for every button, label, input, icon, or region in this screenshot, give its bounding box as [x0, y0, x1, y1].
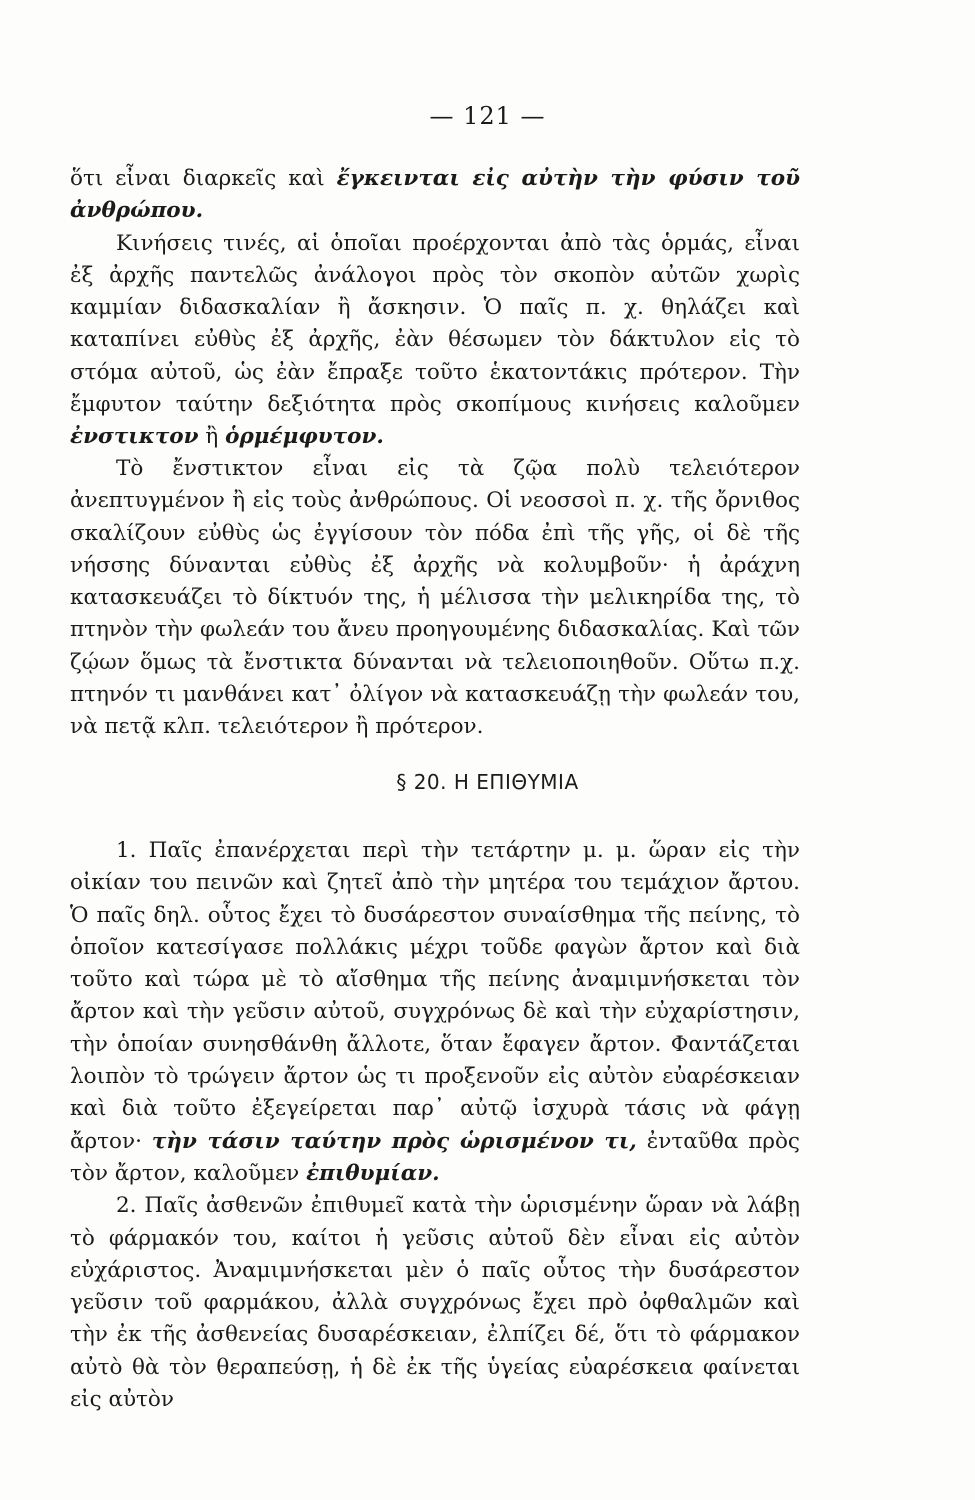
- paragraph-text: Κινήσεις τινές, αἱ ὁποῖαι προέρχονται ἀπὸ τὰς ὁρμάς, εἶναι ἐξ ἀρχῆς παντελῶς ἀνάλογοι πρὸς τὸν σκοπὸν αὐτῶν χωρὶς καμμίαν διδασκαλίαν ἢ ἄσκησιν. Ὁ παῖς π. χ. θηλάζει καὶ καταπίνει εὐθὺς ἐξ ἀρχῆς, ἐὰν θέσωμεν τὸν δάκτυλον εἰς τὸ στόμα αὐτοῦ, ὡς ἐὰν ἔπραξε τοῦτο ἑκατοντάκις πρότερον. Τὴν ἔμφυτον ταύτην δεξιότητα πρὸς σκοπίμους κινήσεις καλοῦμεν: [70, 230, 800, 418]
- page-number: — 121 —: [429, 102, 546, 130]
- paragraph-text: 1. Παῖς ἐπανέρχεται περὶ τὴν τετάρτην μ. μ. ὥραν εἰς τὴν οἰκίαν του πεινῶν καὶ ζητεῖ ἀπὸ τὴν μητέρα του τεμάχιον ἄρτου. Ὁ παῖς δηλ. οὗτος ἔχει τὸ δυσάρεστον συναίσθημα τῆς πείνης, τὸ ὁποῖον κατεσίγασε πολλάκις μέχρι τοῦδε φαγὼν ἄρτον καὶ διὰ τοῦτο καὶ τώρα μὲ τὸ αἴσθημα τῆς πείνης ἀναμιμνήσκεται τὸν ἄρτον καὶ τὴν γεῦσιν αὐτοῦ, συγχρόνως δὲ καὶ τὴν εὐχαρίστησιν, τὴν ὁποίαν συνησθάνθη ἄλλοτε, ὅταν ἔφαγεν ἄρτον. Φαντάζεται λοιπὸν τὸ τρώγειν ἄρτον ὡς τι προξενοῦν εἰς αὐτὸν εὐαρέσκειαν καὶ διὰ τοῦτο ἐξεγείρεται παρ᾽ αὐτῷ ἰσχυρὰ τάσις νὰ φάγῃ ἄρτον·: [70, 838, 800, 1154]
- paragraph-instinct-intro: [70, 228, 800, 454]
- emphasis-text: ἐνστικτον: [70, 424, 199, 450]
- paragraph-continuation: [70, 163, 800, 228]
- emphasis-text: τὴν τάσιν ταύτην πρὸς ὡρισμένον τι,: [151, 1128, 637, 1154]
- paragraph-animal-instinct: Τὸ ἔνστικτον εἶναι εἰς τὰ ζῷα πολὺ τελειότερον ἀνεπτυγμένον ἢ εἰς τοὺς ἀνθρώπους. Οἱ νεοσσοὶ π. χ. τῆς ὄρνιθος σκαλίζουν εὐθὺς ὡς ἐγγίσουν τὸν πόδα ἐπὶ τῆς γῆς, οἱ δὲ τῆς νήσσης δύνανται εὐθὺς ἐξ ἀρχῆς νὰ κολυμβοῦν· ἡ ἀράχνη κατασκευάζει τὸ δίκτυόν της, ἡ μέλισσα τὴν μελικηρίδα της, τὸ πτηνὸν τὴν φωλεάν του ἄνευ προηγουμένης διδασκαλίας. Καὶ τῶν ζῴων ὅμως τὰ ἔνστικτα δύνανται νὰ τελειοποιηθοῦν. Οὕτω π.χ. πτηνόν τι μανθάνει κατ᾽ ὀλίγον νὰ κατασκευάζῃ τὴν φωλεάν του, νὰ πετᾷ κλπ. τελειότερον ἢ πρότερον.: [70, 456, 800, 740]
- section-heading: § 20. Η ΕΠΙΘΥΜΙΑ: [396, 770, 579, 794]
- emphasis-text: ἔγκεινται εἰς αὐτὴν τὴν φύσιν τοῦ ἀνθρώπου.: [70, 166, 800, 224]
- paragraph-example-1: [70, 835, 800, 1190]
- emphasis-text: ἐπιθυμίαν.: [306, 1160, 440, 1186]
- paragraph-example-2: 2. Παῖς ἀσθενῶν ἐπιθυμεῖ κατὰ τὴν ὡρισμένην ὥραν νὰ λάβῃ τὸ φάρμακόν του, καίτοι ἡ γεῦσις αὐτοῦ δὲν εἶναι εἰς αὐτὸν εὐχάριστος. Ἀναμιμνήσκεται μὲν ὁ παῖς οὗτος τὴν δυσάρεστον γεῦσιν τοῦ φαρμάκου, ἀλλὰ συγχρόνως ἔχει πρὸ ὀφθαλμῶν καὶ τὴν ἐκ τῆς ἀσθενείας δυσαρέσκειαν, ἐλπίζει δέ, ὅτι τὸ φάρμακον αὐτὸ θὰ τὸν θεραπεύσῃ, ἡ δὲ ἐκ τῆς ὑγείας εὐαρέσκεια φαίνεται εἰς αὐτὸν: [70, 1193, 800, 1413]
- paragraph-text: ἐνταῦθα πρὸς τὸν ἄρτον, καλοῦμεν: [70, 1128, 800, 1186]
- paragraph-text: ὅτι εἶναι διαρκεῖς καὶ: [70, 166, 337, 191]
- text-block-upper: [70, 163, 800, 454]
- text-block-middle: [70, 453, 800, 744]
- emphasis-text: ὁρμέμφυτον.: [225, 424, 384, 450]
- text-block-lower: [70, 835, 800, 1416]
- paragraph-text: ἢ: [198, 424, 226, 450]
